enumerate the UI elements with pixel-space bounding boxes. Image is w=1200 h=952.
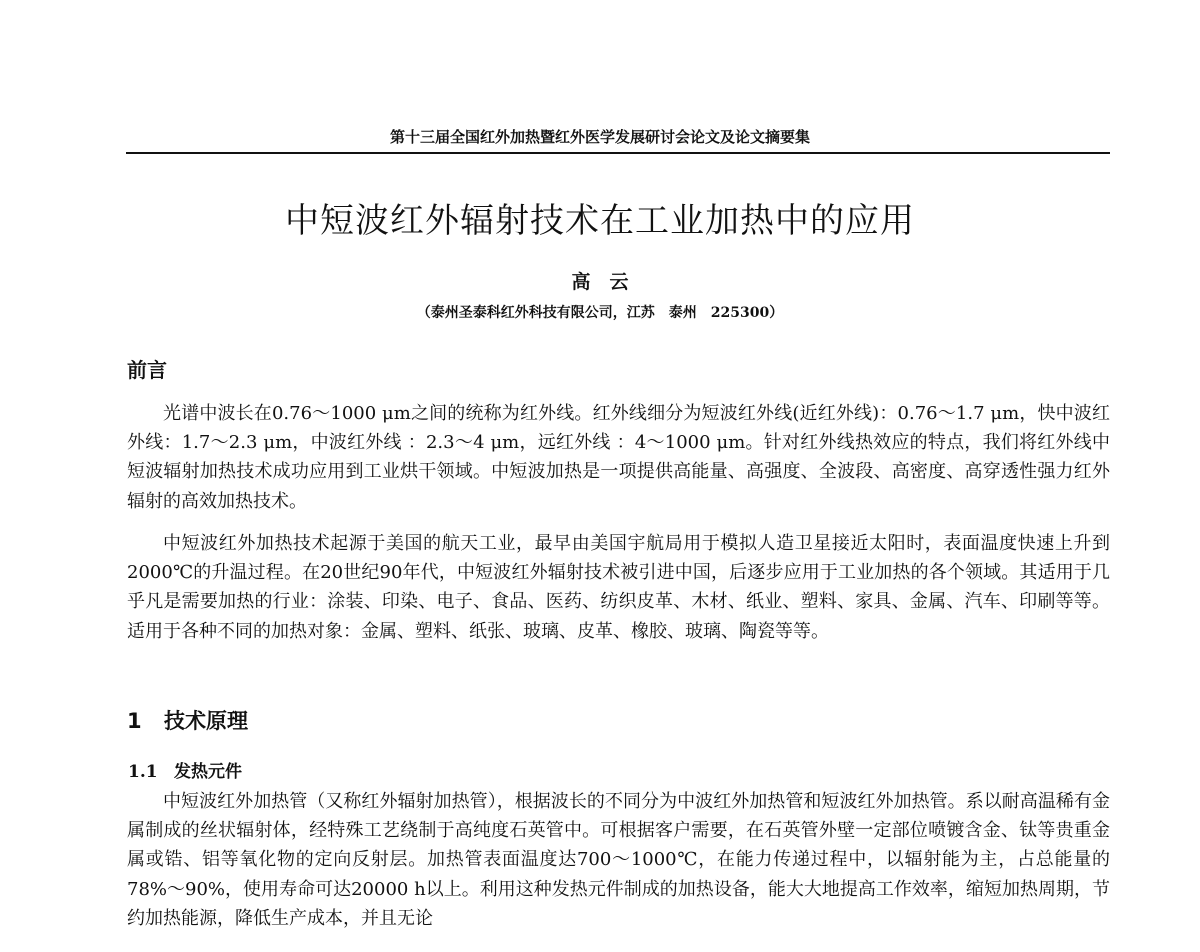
section-heading-intro: 前言: [127, 358, 167, 382]
intro-paragraph-1: 光谱中波长在0.76～1000 μm之间的统称为红外线。红外线细分为短波红外线(近红外线)：0.76～1.7 μm，快中波红外线：1.7～2.3 μm，中波红外线 ：2.3～4 μm，远红外线 ：4～1000 μm。针对红外线热效应的特点，我们将红外线中短波辐射加热技术成功应用到工业烘干领域。中短波加热是一项提供高能量、高强度、全波段、高密度、高穿透性强力红外辐射的高效加热技术。: [127, 403, 1110, 512]
author-name: 高 云: [571, 271, 629, 293]
intro-paragraph-2: 中短波红外加热技术起源于美国的航天工业，最早由美国宇航局用于模拟人造卫星接近太阳时，表面温度快速上升到2000℃的升温过程。在20世纪90年代，中短波红外辐射技术被引进中国，后逐步应用于工业加热的各个领域。其适用于几乎凡是需要加热的行业：涂装、印染、电子、食品、医药、纺织皮革、木材、纸业、塑料、家具、金属、汽车、印刷等等。适用于各种不同的加热对象：金属、塑料、纸张、玻璃、皮革、橡胶、玻璃、陶瓷等等。: [127, 533, 1110, 642]
header-rule: [126, 152, 1110, 154]
subsection-heading-1-1: [128, 757, 242, 782]
section-title: 技术原理: [164, 709, 248, 733]
author-affiliation: （泰州圣泰科红外科技有限公司，江苏 泰州 225300）: [416, 305, 784, 321]
section-number: 1: [127, 709, 142, 733]
subsection-paragraph: 中短波红外加热管（又称红外辐射加热管），根据波长的不同分为中波红外加热管和短波红外加热管。系以耐高温稀有金属制成的丝状辐射体，经特殊工艺绕制于高纯度石英管中。可根据客户需要，在石英管外壁一定部位喷镀含金、钛等贵重金属或锆、铝等氧化物的定向反射层。加热管表面温度达700～1000℃，在能力传递过程中，以辐射能为主，占总能量的78%～90%，使用寿命可达20000 h以上。利用这种发热元件制成的加热设备，能大大地提高工作效率，缩短加热周期，节约加热能源，降低生产成本，并且无论: [127, 791, 1110, 929]
section-heading-1: [127, 705, 248, 735]
article-title: 中短波红外辐射技术在工业加热中的应用: [285, 201, 915, 241]
subsection-number: 1.1: [128, 762, 158, 782]
running-header: 第十三届全国红外加热暨红外医学发展研讨会论文及论文摘要集: [389, 128, 810, 146]
subsection-title: 发热元件: [174, 762, 242, 782]
